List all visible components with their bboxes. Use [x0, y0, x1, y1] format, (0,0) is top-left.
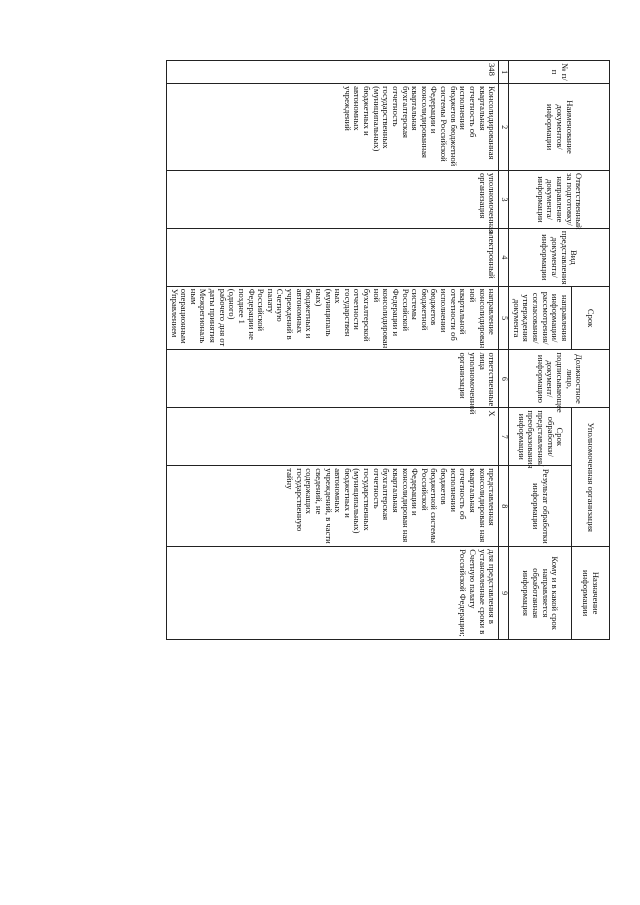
row-deadline: направление консолидирован ной квартальной отчетности об исполнении бюджетов бюджетной системы Российской Федерации и консолидирован ной бухгалтерской отчетности государствен ных (муниципаль ных) бюджетных и автономных учреждений в Счетную палату Российской Федерации не позднее 1 (одного) рабочего дня от даты принятия Межрегиональ ным операционным Управлением: [167, 286, 499, 350]
column-number: 5: [499, 286, 509, 350]
header-num: № п/п: [509, 61, 610, 84]
row-destination: для представления в установленные сроки в Счетную палату Российской Федерации;: [167, 547, 499, 640]
rotated-table-container: [170, 60, 610, 640]
header-official: Должностное лицо, подписывающее документ/ информацию: [509, 350, 610, 408]
header-result: Результат обработки информации: [509, 466, 572, 547]
header-view: Вид представления документа/ информации: [509, 228, 610, 286]
header-authorized-org-group: Уполномоченная организация: [572, 408, 610, 547]
row-responsible: уполномоченная организация: [167, 171, 499, 229]
column-number: 1: [499, 61, 509, 84]
row-processing: Х: [167, 408, 499, 466]
header-deadline: направления информации/ рассмотрения/ согласования/ утверждения документа: [509, 286, 572, 350]
header-responsible: Ответственный за подготовку/ направление документа/ информации: [509, 171, 610, 229]
header-destination: Кому и в какой срок направляется обработанная информация: [509, 547, 572, 640]
column-number: 7: [499, 408, 509, 466]
column-number: 2: [499, 84, 509, 171]
row-official: ответственные лица уполномоченной организации: [167, 350, 499, 408]
table-row: [167, 61, 499, 640]
header-deadline-group: Срок: [572, 286, 610, 350]
header-processing: Срок обработки/ представления/ преобразования информации: [509, 408, 572, 466]
column-number: 6: [499, 350, 509, 408]
column-number: 3: [499, 171, 509, 229]
row-name: Консолидированная квартальная отчетность об исполнении бюджетов бюджетной системы Российской Федерации и консолидированная квартальная бухгалтерская отчетность государственных (муниципальных) бюджетных и автономных учреждений: [167, 84, 499, 171]
header-purpose-group: Назначение информации: [572, 547, 610, 640]
row-view: электронный: [167, 228, 499, 286]
row-result: представленная консолидирован ная квартальная отчетность об исполнении бюджетов бюджетной системы Российской Федерации и консолидирован ная квартальная бухгалтерская отчетность государственных (муниципальных) бюджетных и автономных учреждений, в части сведений, не содержащих государственную тайну: [167, 466, 499, 547]
column-number: 4: [499, 228, 509, 286]
column-number: 9: [499, 547, 509, 640]
document-table: [166, 60, 610, 640]
row-num: 348: [167, 61, 499, 84]
column-number: 8: [499, 466, 509, 547]
header-name: Наименование документов/ информации: [509, 84, 610, 171]
